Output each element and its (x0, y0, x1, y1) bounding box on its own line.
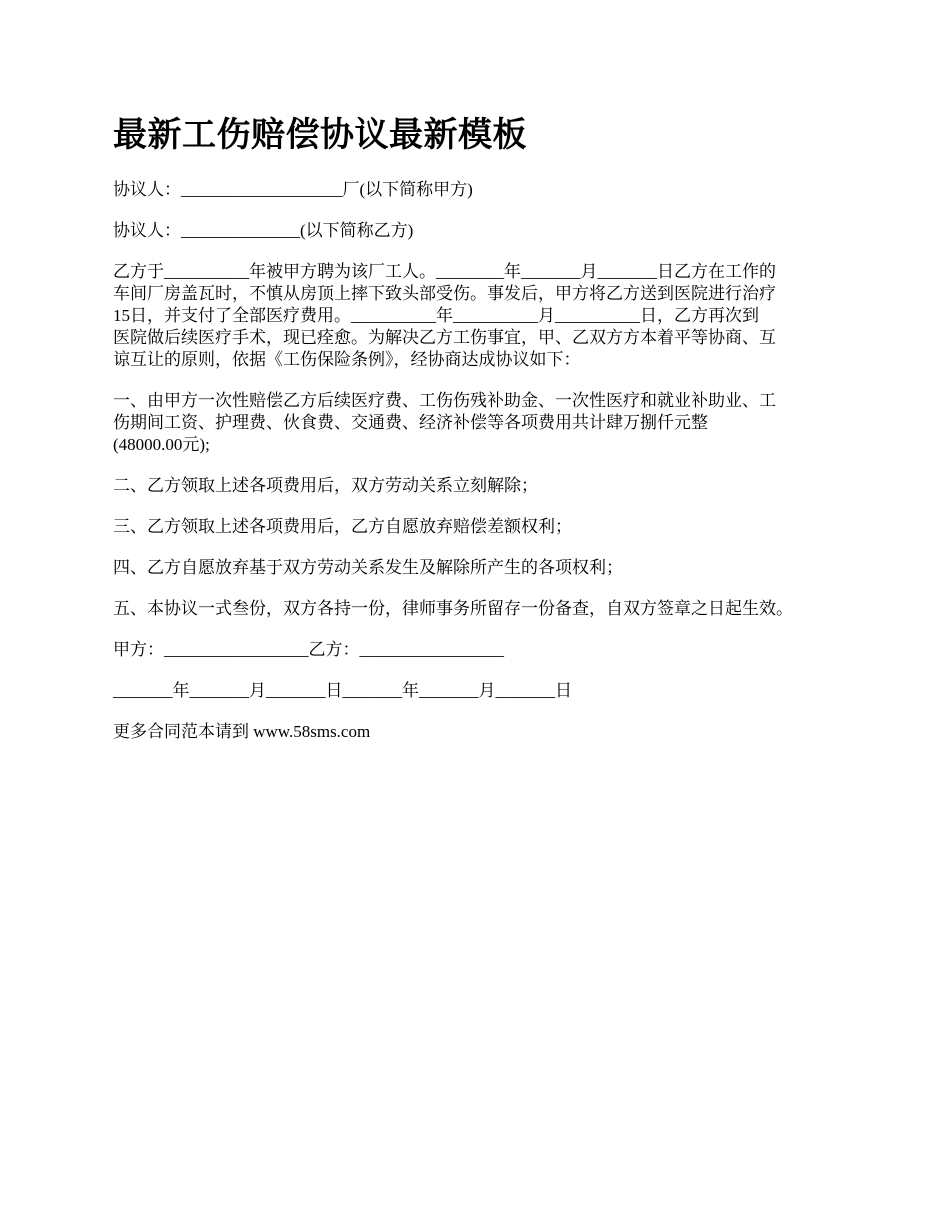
signature-line: 甲方：_________________乙方：_________________ (113, 640, 504, 659)
intro-line: 谅互让的原则，依据《工伤保险条例》，经协商达成协议如下： (113, 350, 581, 369)
document-page (113, 110, 853, 762)
intro-line: 乙方于__________年被甲方聘为该厂工人。________年_______月_______日乙方在工作的 (113, 262, 776, 281)
clause-1-line: 伤期间工资、护理费、伙食费、交通费、经济补偿等各项费用共计肆万捌仟元整 (113, 413, 708, 432)
party-b-line: 协议人：______________(以下简称乙方) (113, 221, 414, 240)
intro-line: 医院做后续医疗手术，现已痊愈。为解决乙方工伤事宜，甲、乙双方方本着平等协商、互 (113, 328, 776, 347)
date-line: _______年_______月_______日_______年_______月_______日 (113, 681, 572, 700)
clause-1-paragraph (113, 390, 853, 456)
clause-4: 四、乙方自愿放弃基于双方劳动关系发生及解除所产生的各项权利； (113, 558, 623, 577)
clause-3: 三、乙方领取上述各项费用后，乙方自愿放弃赔偿差额权利； (113, 517, 572, 536)
footer-link[interactable]: 更多合同范本请到 www.58sms.com (113, 722, 371, 741)
clause-1-line: (48000.00元); (113, 435, 210, 454)
intro-line: 车间厂房盖瓦时，不慎从房顶上摔下致头部受伤。事发后，甲方将乙方送到医院进行治疗 (113, 284, 776, 303)
clause-1-line: 一、由甲方一次性赔偿乙方后续医疗费、工伤伤残补助金、一次性医疗和就业补助业、工 (113, 391, 776, 410)
intro-paragraph (113, 261, 853, 371)
party-a-line: 协议人：___________________厂(以下简称甲方) (113, 180, 473, 199)
clause-2: 二、乙方领取上述各项费用后，双方劳动关系立刻解除； (113, 476, 538, 495)
clause-5: 五、本协议一式叁份，双方各持一份，律师事务所留存一份备查，自双方签章之日起生效。 (113, 599, 793, 618)
document-title: 最新工伤赔偿协议最新模板 (113, 115, 527, 155)
intro-line: 15日，并支付了全部医疗费用。__________年__________月__________日，乙方再次到 (113, 306, 759, 325)
